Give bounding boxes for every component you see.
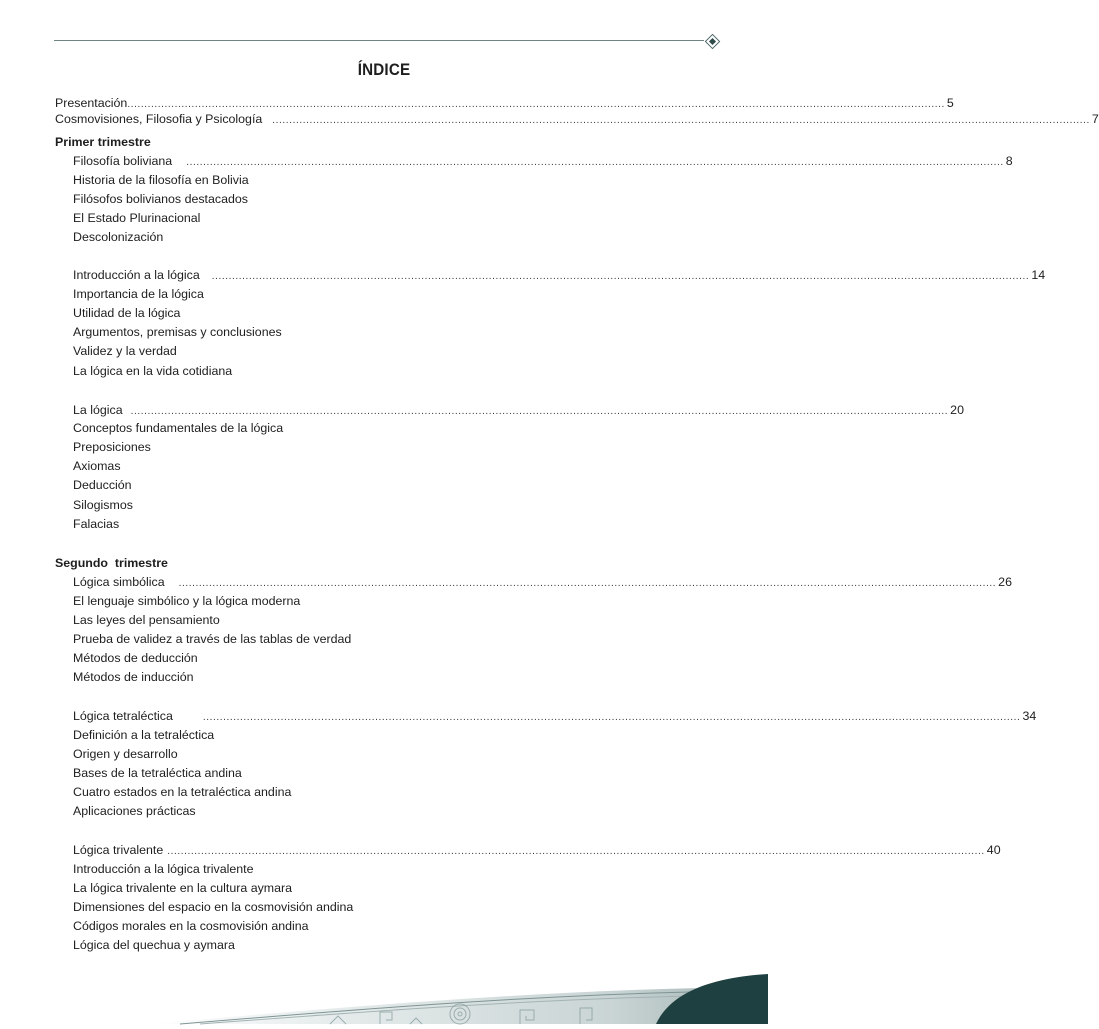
top-rule <box>54 40 704 41</box>
toc-subitem[interactable]: Validez y la verdad <box>73 344 177 358</box>
toc-subitem[interactable]: Origen y desarrollo <box>73 747 178 761</box>
toc-page-number: 8 <box>1005 154 1013 168</box>
toc-subitem[interactable]: La lógica en la vida cotidiana <box>73 364 233 378</box>
toc-subitem[interactable]: Preposiciones <box>73 440 151 454</box>
toc-entry-logica-simbolica[interactable] <box>73 575 1012 591</box>
dot-leader: .................................................................................................................................................................................................................................................. <box>178 578 997 589</box>
toc-subitem[interactable]: Prueba de validez a través de las tablas de verdad <box>73 632 352 646</box>
toc-subitem[interactable]: Aplicaciones prácticas <box>73 804 196 818</box>
toc-page-number: 5 <box>946 96 954 110</box>
toc-entry-label: La lógica <box>73 403 123 417</box>
toc-entry-cosmovisiones[interactable] <box>55 112 1099 128</box>
toc-subitem[interactable]: Axiomas <box>73 459 121 473</box>
toc-entry-label: Filosofía boliviana <box>73 154 173 168</box>
toc-entry-filosofia-boliviana[interactable] <box>73 154 1013 170</box>
dot-leader: .................................................................................................................................................................................................................................................. <box>202 712 1021 723</box>
toc-subitem[interactable]: La lógica trivalente en la cultura aymara <box>73 881 293 895</box>
toc-subitem[interactable]: Cuatro estados en la tetraléctica andina <box>73 785 292 799</box>
toc-subitem[interactable]: Deducción <box>73 478 132 492</box>
dot-leader: .................................................................................................................................................................................................................................................. <box>186 157 1004 168</box>
toc-page-number: 40 <box>986 843 1001 857</box>
toc-subitem[interactable]: Métodos de inducción <box>73 670 194 684</box>
toc-subitem[interactable]: Bases de la tetraléctica andina <box>73 766 242 780</box>
toc-subitem[interactable]: Las leyes del pensamiento <box>73 613 220 627</box>
toc-entry-label: Cosmovisiones, Filosofia y Psicología <box>55 112 263 126</box>
toc-entry-label: Lógica simbólica <box>73 575 165 589</box>
dot-leader: .................................................................................................................................................................................................................................................. <box>130 406 949 417</box>
toc-entry-label: Presentación <box>55 96 128 110</box>
toc-subitem[interactable]: El lenguaje simbólico y la lógica moderna <box>73 594 301 608</box>
toc-subitem[interactable]: El Estado Plurinacional <box>73 211 201 225</box>
toc-subitem[interactable]: Definición a la tetraléctica <box>73 728 215 742</box>
toc-entry-la-logica[interactable] <box>73 403 964 419</box>
toc-page-number: 34 <box>1022 709 1037 723</box>
toc-subitem[interactable]: Falacias <box>73 517 120 531</box>
toc-subitem[interactable]: Argumentos, premisas y conclusiones <box>73 325 282 339</box>
toc-page-number: 20 <box>950 403 964 417</box>
section-heading-primer-trimestre: Primer trimestre <box>55 135 151 149</box>
toc-entry-label: Lógica tetraléctica <box>73 709 173 723</box>
dot-leader: .................................................................................................................................................................................................................................................. <box>167 846 985 857</box>
toc-entry-introduccion-logica[interactable] <box>73 268 1046 284</box>
toc-page-number: 7 <box>1091 112 1099 126</box>
toc-entry-presentacion[interactable] <box>55 96 954 112</box>
footer-decoration <box>0 968 768 1024</box>
toc-subitem[interactable]: Conceptos fundamentales de la lógica <box>73 421 284 435</box>
toc-subitem[interactable]: Utilidad de la lógica <box>73 306 181 320</box>
dot-leader: .................................................................................................................................................................................................................................................. <box>127 99 945 110</box>
toc-entry-logica-tetralectica[interactable] <box>73 709 1037 725</box>
dot-leader: .................................................................................................................................................................................................................................................. <box>272 115 1090 126</box>
toc-subitem[interactable]: Importancia de la lógica <box>73 287 204 301</box>
toc-subitem[interactable]: Filósofos bolivianos destacados <box>73 192 248 206</box>
toc-subitem[interactable]: Dimensiones del espacio en la cosmovisión andina <box>73 900 354 914</box>
toc-subitem[interactable]: Lógica del quechua y aymara <box>73 938 235 952</box>
toc-page-number: 14 <box>1031 268 1046 282</box>
diamond-ornament-icon <box>705 34 721 50</box>
toc-subitem[interactable]: Silogismos <box>73 498 133 512</box>
toc-subitem[interactable]: Métodos de deducción <box>73 651 198 665</box>
section-heading-segundo-trimestre: Segundo trimestre <box>55 556 168 570</box>
andean-pattern-icon <box>0 968 768 1024</box>
toc-subitem[interactable]: Introducción a la lógica trivalente <box>73 862 254 876</box>
toc-entry-label: Lógica trivalente <box>73 843 164 857</box>
toc-subitem[interactable]: Descolonización <box>73 230 164 244</box>
page-title: ÍNDICE <box>357 61 411 79</box>
toc-entry-logica-trivalente[interactable] <box>73 843 1001 859</box>
dot-leader: .................................................................................................................................................................................................................................................. <box>211 271 1030 282</box>
toc-subitem[interactable]: Códigos morales en la cosmovisión andina <box>73 919 309 933</box>
toc-subitem[interactable]: Historia de la filosofía en Bolivia <box>73 173 249 187</box>
toc-entry-label: Introducción a la lógica <box>73 268 200 282</box>
toc-page-number: 26 <box>998 575 1012 589</box>
